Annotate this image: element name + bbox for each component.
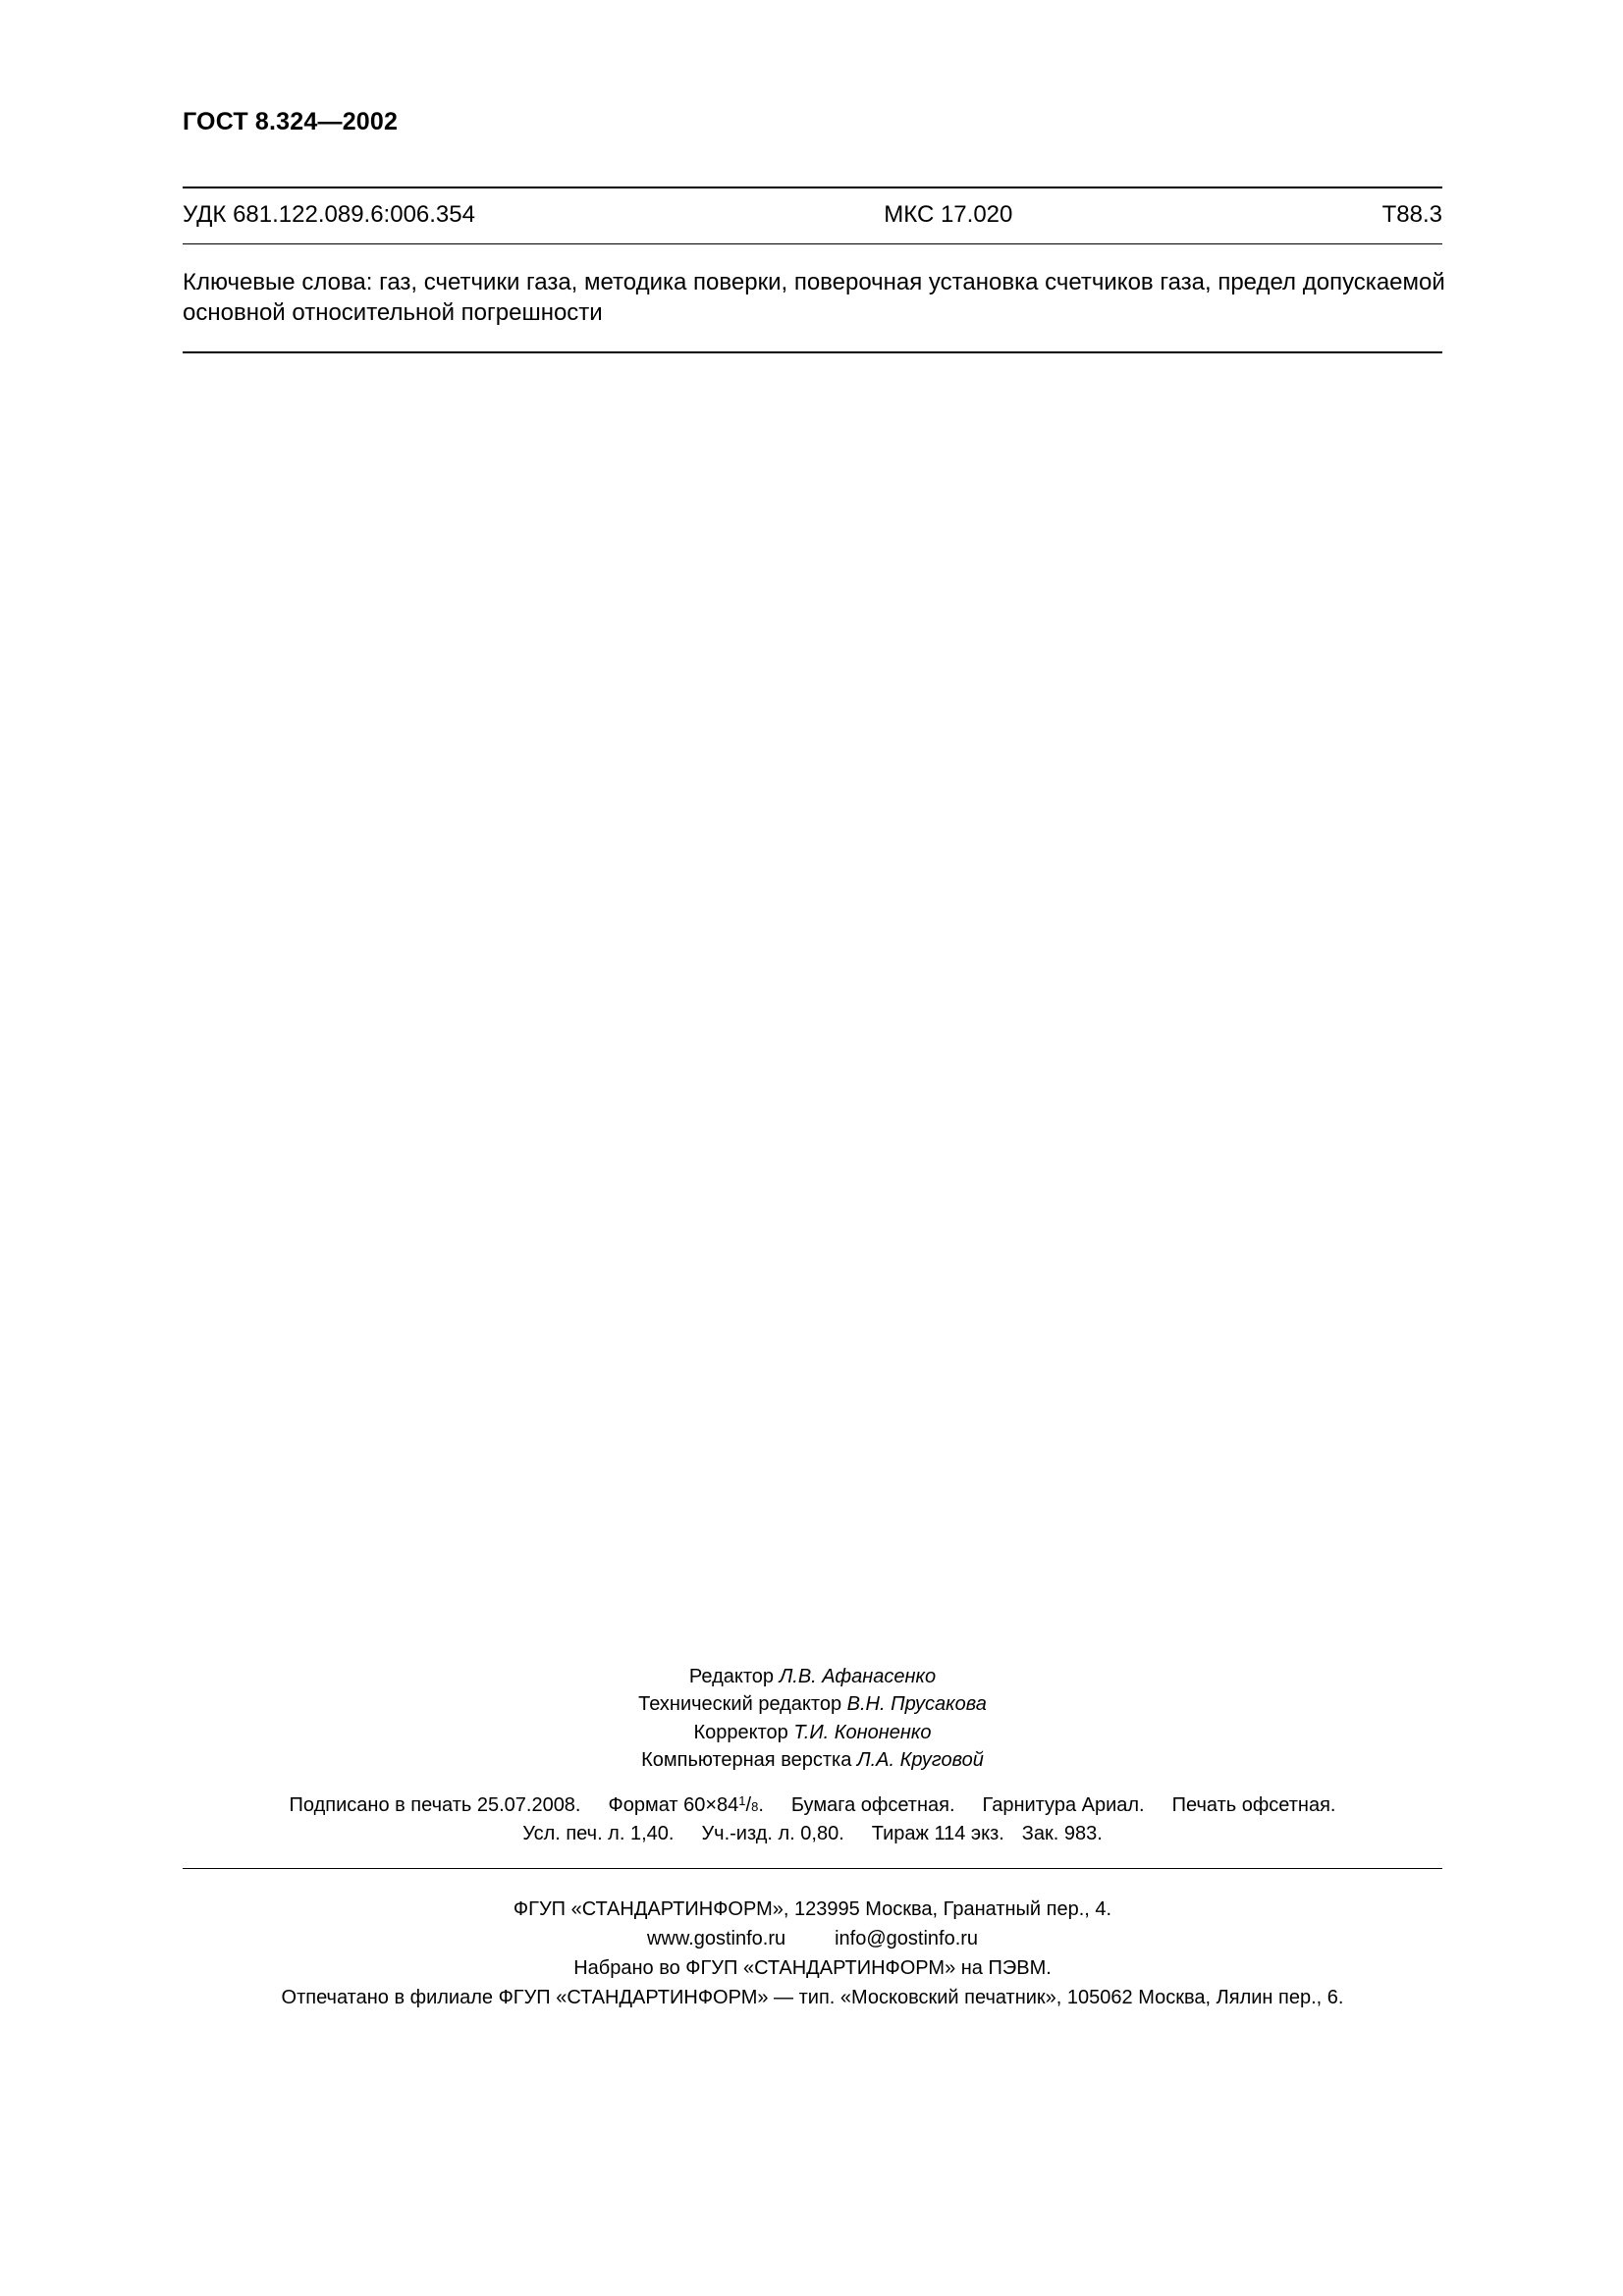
imprint-tirage: Тираж 114 экз. bbox=[871, 1823, 1004, 1844]
publisher-email[interactable]: info@gostinfo.ru bbox=[835, 1928, 979, 1949]
credit-line-layout bbox=[183, 1746, 1442, 1774]
imprint-format-denominator: 8 bbox=[751, 1799, 759, 1814]
credit-role-corrector: Корректор bbox=[693, 1721, 794, 1743]
imprint-format-fraction: $^1$/8 bbox=[738, 1793, 759, 1816]
publisher-address: ФГУП «СТАНДАРТИНФОРМ», 123995 Москва, Гранатный пер., 4. bbox=[513, 1898, 1112, 1920]
divider-top bbox=[183, 187, 1442, 188]
credit-line-technical-editor bbox=[183, 1690, 1442, 1718]
imprint-format-label: Формат 60×84 bbox=[608, 1794, 739, 1816]
credit-role-editor: Редактор bbox=[688, 1666, 780, 1687]
publisher-website[interactable]: www.gostinfo.ru bbox=[646, 1928, 786, 1949]
imprint-uch: Уч.-изд. л. 0,80. bbox=[701, 1823, 844, 1844]
credit-line-corrector bbox=[183, 1719, 1442, 1746]
classification-codes-row bbox=[183, 201, 1442, 229]
standard-number: ГОСТ 8.324—2002 bbox=[183, 108, 399, 135]
publisher-printed: Отпечатано в филиале ФГУП «СТАНДАРТИНФОРМ» — тип. «Московский печатник», 105062 Москва, Лялин пер., 6. bbox=[281, 1987, 1344, 2008]
category-code: Т88.3 bbox=[1381, 201, 1442, 228]
keywords-paragraph: Ключевые слова: газ, счетчики газа, методика поверки, поверочная установка счетчиков газа, предел допускаемой основной относительной погрешности bbox=[183, 269, 1445, 327]
credit-name-technical-editor: В.Н. Прусакова bbox=[846, 1693, 987, 1716]
credit-role-technical-editor: Технический редактор bbox=[638, 1693, 847, 1716]
divider-middle bbox=[183, 243, 1442, 244]
mks-code: МКС 17.020 bbox=[884, 201, 1013, 228]
divider-bottom bbox=[183, 351, 1442, 353]
imprint-line-1 bbox=[183, 1791, 1442, 1820]
credits-block bbox=[183, 1663, 1442, 1775]
imprint-block bbox=[183, 1791, 1442, 1848]
imprint-typeface: Гарнитура Ариал. bbox=[982, 1794, 1145, 1816]
publisher-block bbox=[183, 1895, 1442, 2012]
imprint-usl: Усл. печ. л. 1,40. bbox=[522, 1823, 675, 1844]
credit-name-corrector: Т.И. Кононенко bbox=[793, 1721, 932, 1743]
credit-line-editor bbox=[183, 1663, 1442, 1690]
imprint-paper: Бумага офсетная. bbox=[790, 1794, 955, 1816]
credit-name-editor: Л.В. Афанасенко bbox=[779, 1666, 937, 1687]
imprint-format-numerator: 1 bbox=[738, 1793, 746, 1808]
credit-role-layout: Компьютерная верстка bbox=[641, 1749, 857, 1772]
imprint-format-end: . bbox=[758, 1794, 764, 1816]
publisher-contacts bbox=[183, 1924, 1442, 1953]
divider-footer bbox=[183, 1868, 1442, 1869]
imprint-signed-date: Подписано в печать 25.07.2008. bbox=[289, 1794, 581, 1816]
credit-name-layout: Л.А. Круговой bbox=[856, 1749, 984, 1772]
imprint-printing: Печать офсетная. bbox=[1171, 1794, 1336, 1816]
publisher-typeset: Набрано во ФГУП «СТАНДАРТИНФОРМ» на ПЭВМ. bbox=[573, 1957, 1052, 1979]
udk-code: УДК 681.122.089.6:006.354 bbox=[183, 201, 475, 228]
imprint-order: Зак. 983. bbox=[1021, 1823, 1103, 1844]
imprint-line-2 bbox=[183, 1820, 1442, 1848]
